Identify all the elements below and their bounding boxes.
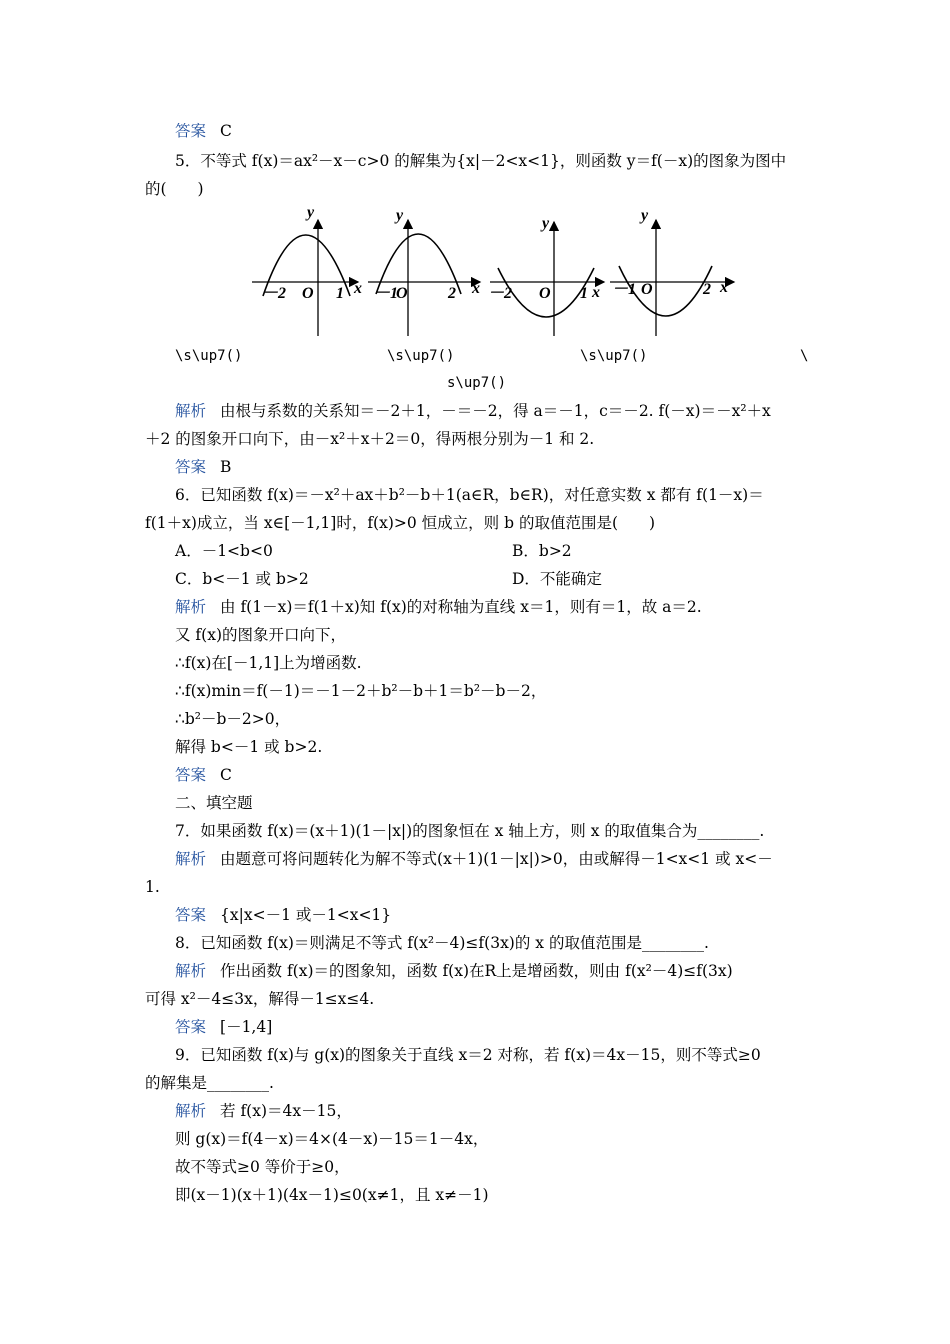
answer-line <box>175 1016 855 1038</box>
analysis-6-line-3: ∴f(x)在[－1,1]上为增函数. <box>175 654 362 672</box>
answer-line <box>175 456 855 478</box>
question-9-line-2: 的解集是________. <box>145 1074 274 1092</box>
analysis-text: 由根与系数的关系知＝－2＋1，－＝－2，得 a＝－1，c＝－2. f(－x)＝－x²＋x <box>220 402 771 420</box>
analysis-label: 解析 <box>175 402 207 420</box>
graph-b-left-root: －1 <box>374 285 399 302</box>
analysis-9-line-3: 故不等式≥0 等价于≥0， <box>175 1158 350 1176</box>
answer-text: B <box>220 458 232 476</box>
analysis-6-line-2: 又 f(x)的图象开口向下， <box>175 626 347 644</box>
option-d: D．不能确定 <box>512 570 602 588</box>
question-7: 7．如果函数 f(x)＝(x＋1)(1－|x|)的图象恒在 x 轴上方，则 x 的取值集合为________. <box>175 822 765 840</box>
question-9-line-1: 9．已知函数 f(x)与 g(x)的图象关于直线 x＝2 对称，若 f(x)＝4x－15，则不等式≥0 <box>175 1046 761 1064</box>
analysis-label: 解析 <box>175 598 207 616</box>
analysis-6-line-4: ∴f(x)min＝f(－1)＝－1－2＋b²－b＋1＝b²－b－2， <box>175 682 547 700</box>
graph-figure <box>250 200 740 342</box>
section-heading: 二、填空题 <box>175 794 253 812</box>
answer-label: 答案 <box>175 458 207 476</box>
analysis-7-line-2: 1. <box>145 878 160 896</box>
answer-line <box>175 764 855 786</box>
graph-c <box>488 215 604 336</box>
answer-label: 答案 <box>175 122 207 140</box>
graph-c-left-root: －2 <box>488 285 513 302</box>
answer-text: C <box>220 766 232 784</box>
analysis-9-line-4: 即(x－1)(x＋1)(4x－1)≤0(x≠1，且 x≠－1) <box>175 1186 489 1204</box>
question-6-line-1: 6．已知函数 f(x)＝－x²＋ax＋b²－b＋1(a∈R，b∈R)，对任意实数 x 都有 f(1－x)＝ <box>175 486 764 504</box>
graph-c-y-label: y <box>542 215 550 232</box>
answer-line <box>175 904 855 926</box>
analysis-text: 作出函数 f(x)＝的图象知，函数 f(x)在R上是增函数，则由 f(x²－4)≤f(3x) <box>220 962 733 980</box>
question-5-line-2: 的( ) <box>145 180 204 198</box>
analysis-8-line-1 <box>175 960 855 982</box>
graph-c-origin: O <box>539 285 551 302</box>
graph-a-right-root: 1 <box>336 285 344 302</box>
graph-a-left-root: －2 <box>262 285 287 302</box>
analysis-8-line-2: 可得 x²－4≤3x，解得－1≤x≤4. <box>145 990 375 1008</box>
analysis-6-line-6: 解得 b<－1 或 b>2. <box>175 738 323 756</box>
option-a: A．－1<b<0 <box>175 542 273 560</box>
analysis-label: 解析 <box>175 850 207 868</box>
analysis-5-line-2: ＋2 的图象开口向下，由－x²＋x＋2＝0，得两根分别为－1 和 2. <box>145 430 595 448</box>
analysis-label: 解析 <box>175 1102 207 1120</box>
graph-a-x-label: x <box>354 280 362 297</box>
analysis-text: 由题意可将问题转化为解不等式(x＋1)(1－|x|)>0，由或解得－1<x<1 或 x<－ <box>220 850 773 868</box>
graph-d-left-root: －1 <box>612 281 637 298</box>
graph-d-right-root: 2 <box>703 281 711 298</box>
analysis-label: 解析 <box>175 962 207 980</box>
graph-b-right-root: 2 <box>448 285 456 302</box>
answer-label: 答案 <box>175 1018 207 1036</box>
figure-caption-2: \s\up7() <box>387 348 455 364</box>
graph-a <box>252 204 362 336</box>
answer-text: {x|x<－1 或－1<x<1} <box>220 906 392 924</box>
analysis-6-line-1 <box>175 596 855 618</box>
answer-line <box>175 120 855 142</box>
figure-caption-3: \s\up7() <box>580 348 648 364</box>
graph-c-right-root: 1 <box>580 285 588 302</box>
analysis-text: 若 f(x)＝4x－15， <box>220 1102 352 1120</box>
analysis-5-line-1 <box>175 400 855 422</box>
graph-b-origin: O <box>396 285 408 302</box>
question-8: 8．已知函数 f(x)＝则满足不等式 f(x²－4)≤f(3x)的 x 的取值范围是________. <box>175 934 709 952</box>
figure-caption-5: s\up7() <box>447 375 507 391</box>
graph-a-y-label: y <box>307 204 315 221</box>
figure-caption-1: \s\up7() <box>175 348 243 364</box>
graph-d-origin: O <box>641 281 653 298</box>
graph-d-x-label: x <box>720 279 728 296</box>
analysis-9-line-1 <box>175 1100 855 1122</box>
answer-text: C <box>220 122 232 140</box>
option-c: C．b<－1 或 b>2 <box>175 570 309 588</box>
answer-label: 答案 <box>175 906 207 924</box>
option-b: B．b>2 <box>512 542 572 560</box>
question-6-line-2: f(1＋x)成立，当 x∈[－1,1]时，f(x)>0 恒成立，则 b 的取值范围是( ) <box>145 514 656 532</box>
graph-c-x-label: x <box>592 284 600 301</box>
graph-a-origin: O <box>302 285 314 302</box>
graph-b-x-label: x <box>472 280 480 297</box>
analysis-text: 由 f(1－x)＝f(1＋x)知 f(x)的对称轴为直线 x＝1，则有＝1，故 a＝2. <box>220 598 702 616</box>
graph-b-y-label: y <box>396 207 404 224</box>
answer-label: 答案 <box>175 766 207 784</box>
graph-b <box>368 207 480 336</box>
analysis-6-line-5: ∴b²－b－2>0， <box>175 710 291 728</box>
graph-d-y-label: y <box>641 207 649 224</box>
answer-text: [－1,4] <box>220 1018 273 1036</box>
question-5-line-1: 5．不等式 f(x)＝ax²－x－c>0 的解集为{x|－2<x<1}，则函数 y＝f(－x)的图象为图中 <box>175 152 787 170</box>
analysis-9-line-2: 则 g(x)＝f(4－x)＝4×(4－x)－15＝1－4x， <box>175 1130 489 1148</box>
figure-caption-4: \ <box>800 348 809 364</box>
analysis-7-line-1 <box>175 848 855 870</box>
graph-d <box>610 207 734 336</box>
